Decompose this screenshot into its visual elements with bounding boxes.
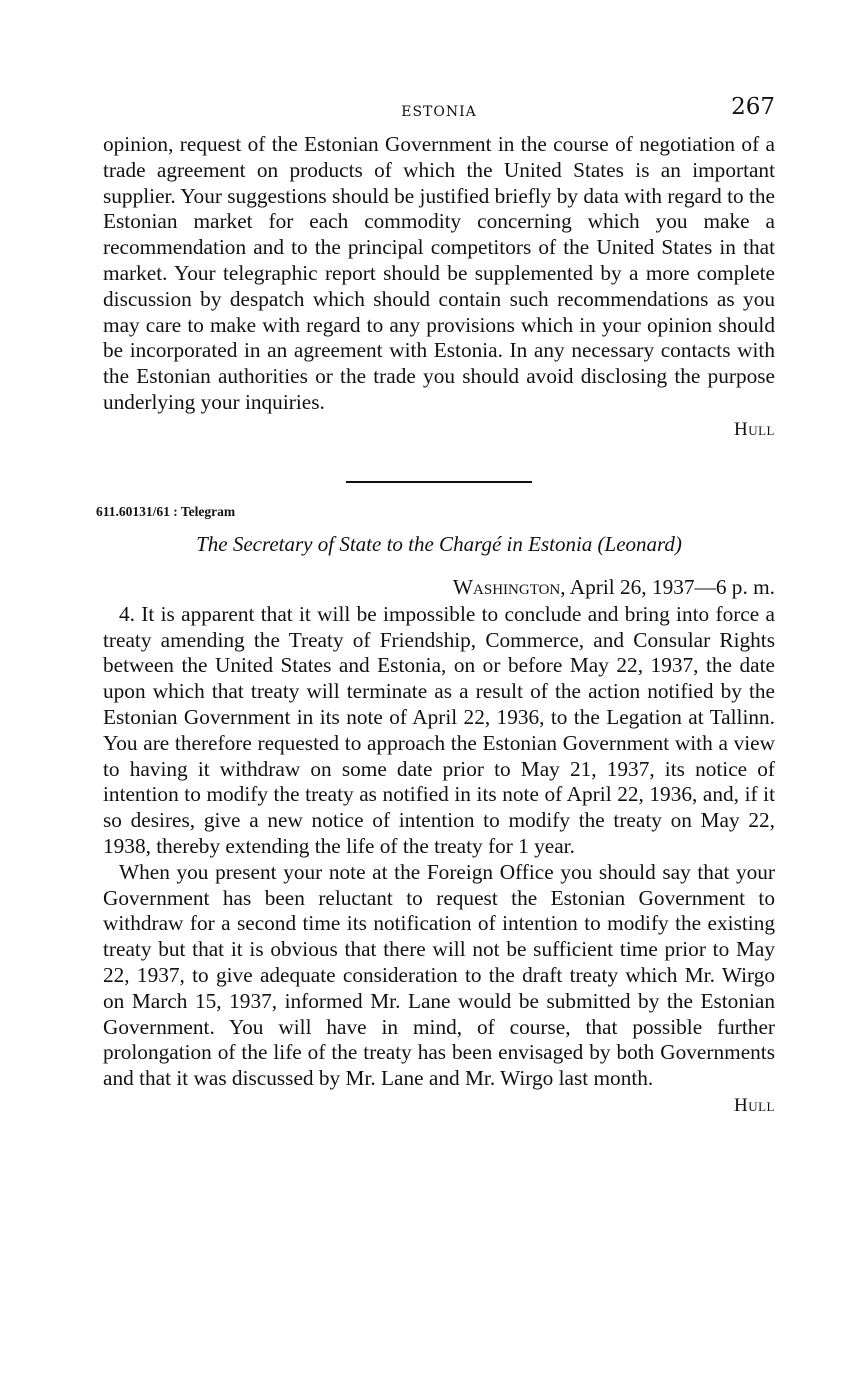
document-page xyxy=(96,92,775,1117)
dateline xyxy=(103,575,775,600)
document-heading: The Secretary of State to the Chargé in Estonia (Leonard) xyxy=(196,531,682,556)
section-divider xyxy=(346,481,532,483)
dateline-place: Washington xyxy=(452,574,561,599)
page-number: 267 xyxy=(731,94,775,120)
signature-hull-2: Hull xyxy=(734,1094,775,1116)
running-header xyxy=(103,92,775,132)
file-reference: 611.60131/61 : Telegram xyxy=(96,503,236,519)
telegram-paragraph-2: When you present your note at the Foreign Office you should say that your Government has been reluctant to request the Estonian Government to withdraw for a second time its notification of intention to modify the existing treaty but that it is obvious that there will not be sufficient time prior to May 22, 1937, to give adequate consideration to the draft treaty which Mr. Wirgo on March 15, 1937, informed Mr. Lane would be submitted by the Estonian Government. You will have in mind, of course, that possible further prolongation of the life of the treaty has been envisaged by both Governments and that it was discussed by Mr. Lane and Mr. Wirgo last month. xyxy=(103,859,775,1091)
telegram-paragraph-1: 4. It is apparent that it will be impossible to conclude and bring into force a treaty amending the Treaty of Friendship, Commerce, and Consular Rights between the United States and Estonia, on or before May 22, 1937, the date upon which that treaty will terminate as a result of the action notified by the Estonian Government in its note of April 22, 1936, to the Legation at Tallinn. You are therefore requested to approach the Estonian Government with a view to having it withdraw on some date prior to May 21, 1937, its notice of intention to modify the treaty as notified in its note of April 22, 1936, and, if it so desires, give a new notice of intention to modify the treaty on May 22, 1938, thereby extending the life of the treaty for 1 year. xyxy=(103,601,775,858)
dateline-date: , April 26, 1937—6 p. m. xyxy=(560,574,775,599)
continued-paragraph: opinion, request of the Estonian Government in the course of negotiation of a trade agreement on products of which the United States is an important supplier. Your suggestions should be justified briefly by data with regard to the Estonian market for each commodity concerning which you make a recommendation and to the principal competitors of the United States in that market. Your telegraphic report should be supplemented by a more complete discussion by despatch which should contain such recommendations as you may care to make with regard to any provisions which in your opinion should be incorporated in an agreement with Estonia. In any necessary contacts with the Estonian authorities or the trade you should avoid disclosing the purpose underlying your inquiries. xyxy=(103,132,775,414)
running-title: ESTONIA xyxy=(401,104,477,120)
signature-hull-1: Hull xyxy=(734,418,775,440)
